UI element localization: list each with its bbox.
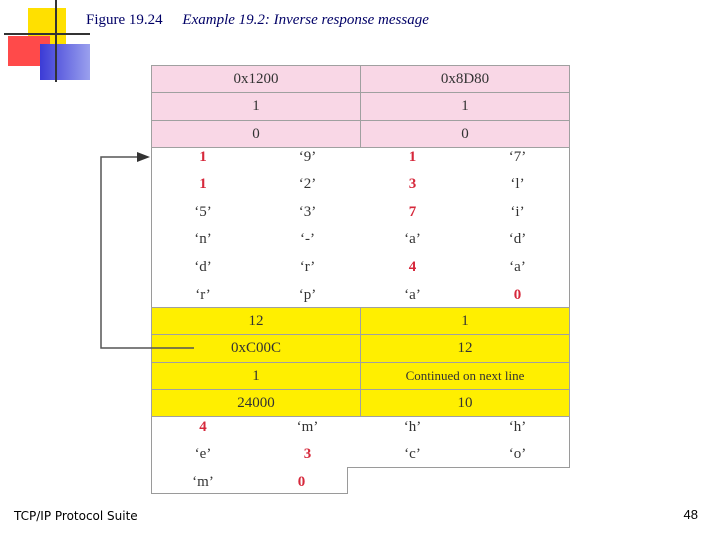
decor-line-horizontal xyxy=(4,33,90,35)
page-number: 48 xyxy=(683,507,698,522)
byte-cell: ‘l’ xyxy=(510,176,525,192)
byte-cell: 0 xyxy=(297,474,306,490)
byte-cell: ‘m’ xyxy=(192,474,214,490)
answer-field: 10 xyxy=(360,389,570,417)
header-id: 0x1200 xyxy=(151,65,361,93)
byte-cell: ‘m’ xyxy=(296,419,319,435)
byte-cell: ‘a’ xyxy=(404,287,421,303)
byte-cell: 1 xyxy=(408,149,417,165)
byte-cell: 1 xyxy=(199,149,207,165)
message-frame-step xyxy=(347,467,570,468)
figure-caption: Example 19.2: Inverse response message xyxy=(182,12,429,28)
byte-cell: 3 xyxy=(303,446,312,462)
answer-field: 1 xyxy=(360,307,570,335)
byte-cell: ‘n’ xyxy=(194,231,212,247)
header-ancount: 1 xyxy=(360,92,570,121)
byte-cell: ‘3’ xyxy=(298,204,317,220)
byte-cell: ‘d’ xyxy=(508,231,527,247)
answer-field: 0xC00C xyxy=(151,334,361,363)
header-arcount: 0 xyxy=(360,120,570,148)
byte-cell: ‘p’ xyxy=(298,287,317,303)
byte-cell: ‘e’ xyxy=(194,446,212,462)
byte-cell: ‘a’ xyxy=(404,231,421,247)
answer-field: 12 xyxy=(151,307,361,335)
byte-cell: ‘r’ xyxy=(299,259,316,275)
decor-square-blue xyxy=(40,44,90,80)
byte-cell: ‘h’ xyxy=(403,419,422,435)
byte-cell: ‘i’ xyxy=(510,204,525,220)
byte-cell: 4 xyxy=(199,419,207,435)
figure-label: Figure 19.24 xyxy=(86,12,163,28)
byte-cell: 7 xyxy=(408,204,417,220)
pointer-arrowhead xyxy=(137,152,150,162)
byte-cell: ‘2’ xyxy=(298,176,317,192)
byte-cell: 1 xyxy=(199,176,207,192)
byte-cell: ‘9’ xyxy=(298,149,317,165)
byte-cell: 3 xyxy=(408,176,417,192)
answer-field: 1 xyxy=(151,362,361,390)
byte-cell: 4 xyxy=(408,259,417,275)
byte-cell: ‘7’ xyxy=(508,149,527,165)
footer-label: TCP/IP Protocol Suite xyxy=(14,509,138,523)
byte-cell: ‘h’ xyxy=(508,419,527,435)
figure-title xyxy=(86,12,429,29)
answer-field: 12 xyxy=(360,334,570,363)
byte-cell: ‘r’ xyxy=(195,287,211,303)
byte-cell: ‘d’ xyxy=(194,259,212,275)
byte-cell: 0 xyxy=(513,287,522,303)
answer-field: Continued on next line xyxy=(360,362,570,390)
answer-field: 24000 xyxy=(151,389,361,417)
byte-cell: ‘a’ xyxy=(509,259,526,275)
byte-cell: ‘o’ xyxy=(508,446,527,462)
header-nscount: 0 xyxy=(151,120,361,148)
decor-line-vertical xyxy=(55,0,57,82)
header-flags: 0x8D80 xyxy=(360,65,570,93)
byte-cell: ‘c’ xyxy=(404,446,421,462)
byte-cell: ‘5’ xyxy=(194,204,212,220)
byte-cell: ‘-’ xyxy=(300,231,315,247)
header-qdcount: 1 xyxy=(151,92,361,121)
